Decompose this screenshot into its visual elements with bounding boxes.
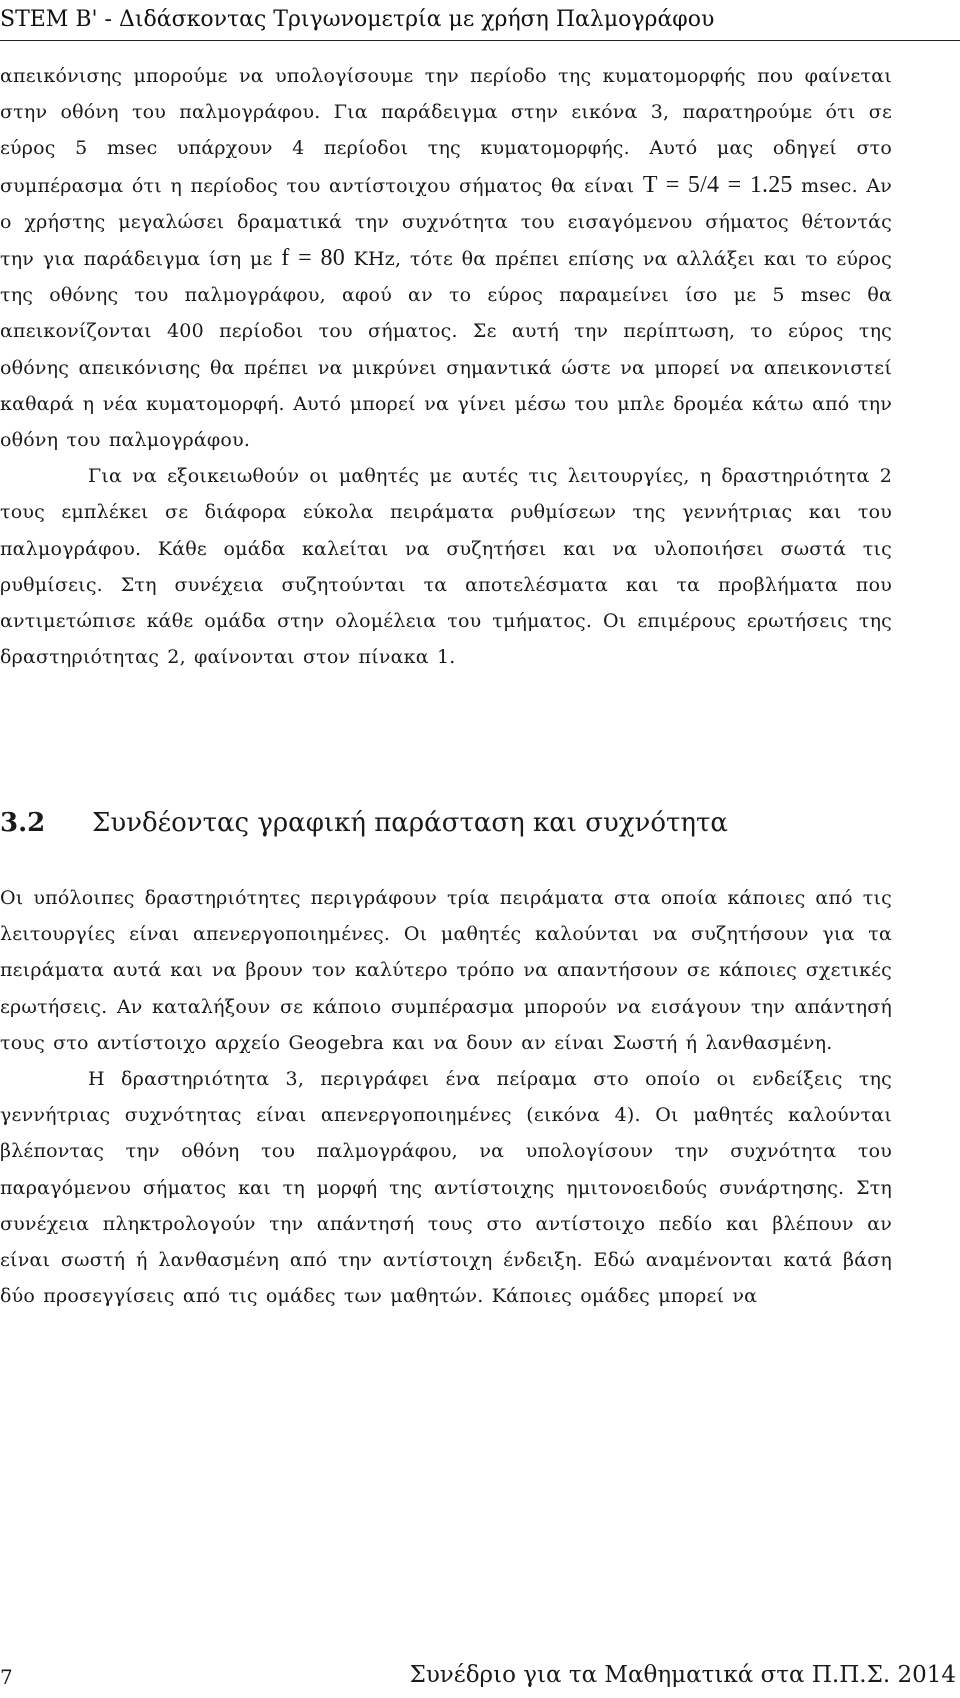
section-number: 3.2 (0, 808, 46, 838)
paragraph-oscilloscope-period (0, 58, 892, 458)
body-block-bottom (0, 880, 892, 1314)
paragraph-text: msec. Αν ο χρήστης μεγαλώσει δραματικά την συχνότητα του εισαγόμενου σήματος θέτοντάς την για παράδειγμα ίση με (0, 174, 893, 271)
footer-conference: Συνέδριο για τα Μαθηματικά στα Π.Π.Σ. 2014 (409, 1662, 956, 1688)
section-title: Συνδέοντας γραφική παράσταση και συχνότητα (92, 808, 728, 838)
running-header: STEM B' - Διδάσκοντας Τριγωνομετρία με χρήση Παλμογράφου (0, 7, 715, 32)
section-heading (0, 803, 728, 843)
header-rule (0, 40, 960, 41)
paragraph-activity-3: Η δραστηριότητα 3, περιγράφει ένα πείραμα στο οποίο οι ενδείξεις της γεννήτριας συχνότητας είναι απενεργοποιημένες (εικόνα 4). Οι μαθητές καλούνται βλέποντας την οθόνη του παλμογράφου, να υπολογίσουν την συχνότητα του παραγόμενου σήματος και τη μορφή της αντίστοιχης ημιτονοειδούς συνάρτησης. Στη συνέχεια πληκτρολογούν την απάντησή τους στο αντίστοιχο πεδίο και βλέπουν αν είναι σωστή ή λανθασμένη από την αντίστοιχη ένδειξη. Εδώ αναμένονται κατά βάση δύο προσεγγίσεις από τις ομάδες των μαθητών. Κάποιες ομάδες μπορεί να (0, 1068, 892, 1308)
paragraph-text: KHz, τότε θα πρέπει επίσης να αλλάξει και το εύρος της οθόνης του παλμογράφου, αφού αν το εύρος παραμείνει ίσο με 5 msec θα απεικονίζονται 400 περίοδοι του σήματος. Σε αυτή την περίπτωση, το εύρος της οθόνης απεικόνισης θα πρέπει να μικρύνει σημαντικά ώστε να μπορεί να απεικονιστεί καθαρά η νέα κυματομορφή. Αυτό μπορεί να γίνει μέσω του μπλε δρομέα κάτω από την οθόνη του παλμογράφου. (0, 248, 893, 452)
paragraph-text: απεικόνισης μπορούμε να υπολογίσουμε την περίοδο της κυματομορφής που φαίνεται στην οθόνη του παλμογράφου. Για παράδειγμα στην εικόνα 3, παρατηρούμε ότι σε εύρος 5 msec υπάρχουν 4 περίοδοι της κυματομορφής. Αυτό μας οδηγεί στο συμπέρασμα ότι η περίοδος του αντίστοιχου σήματος θα είναι (0, 65, 892, 197)
page-number: 7 (0, 1665, 13, 1689)
body-block-top (0, 58, 892, 675)
period-equation: T = 5/4 = 1.25 (642, 171, 793, 198)
paragraph-remaining-activities: Οι υπόλοιπες δραστηριότητες περιγράφουν τρία πειράματα στα οποία κάποιες από τις λειτουργίες είναι απενεργοποιημένες. Οι μαθητές καλούνται να συζητήσουν για τα πειράματα αυτά και να βρουν τον καλύτερο τρόπο να απαντήσουν σε κάποιες σχετικές ερωτήσεις. Αν καταλήξουν σε κάποιο συμπέρασμα μπορούν να εισάγουν την απάντησή τους στο αντίστοιχο αρχείο Geogebra και να δουν αν είναι Σωστή ή λανθασμένη. (0, 887, 892, 1054)
paragraph-activity-2: Για να εξοικειωθούν οι μαθητές με αυτές τις λειτουργίες, η δραστηριότητα 2 τους εμπλέκει σε διάφορα εύκολα πειράματα ρυθμίσεων της γεννήτριας και του παλμογράφου. Κάθε ομάδα καλείται να συζητήσει και να υλοποιήσει σωστά τις ρυθμίσεις. Στη συνέχεια συζητούνται τα αποτελέσματα και τα προβλήματα που αντιμετώπισε κάθε ομάδα στην ολομέλεια του τμήματος. Οι επιμέρους ερωτήσεις της δραστηριότητας 2, φαίνονται στον πίνακα 1. (0, 465, 892, 669)
frequency-equation: f = 80 (281, 245, 345, 272)
